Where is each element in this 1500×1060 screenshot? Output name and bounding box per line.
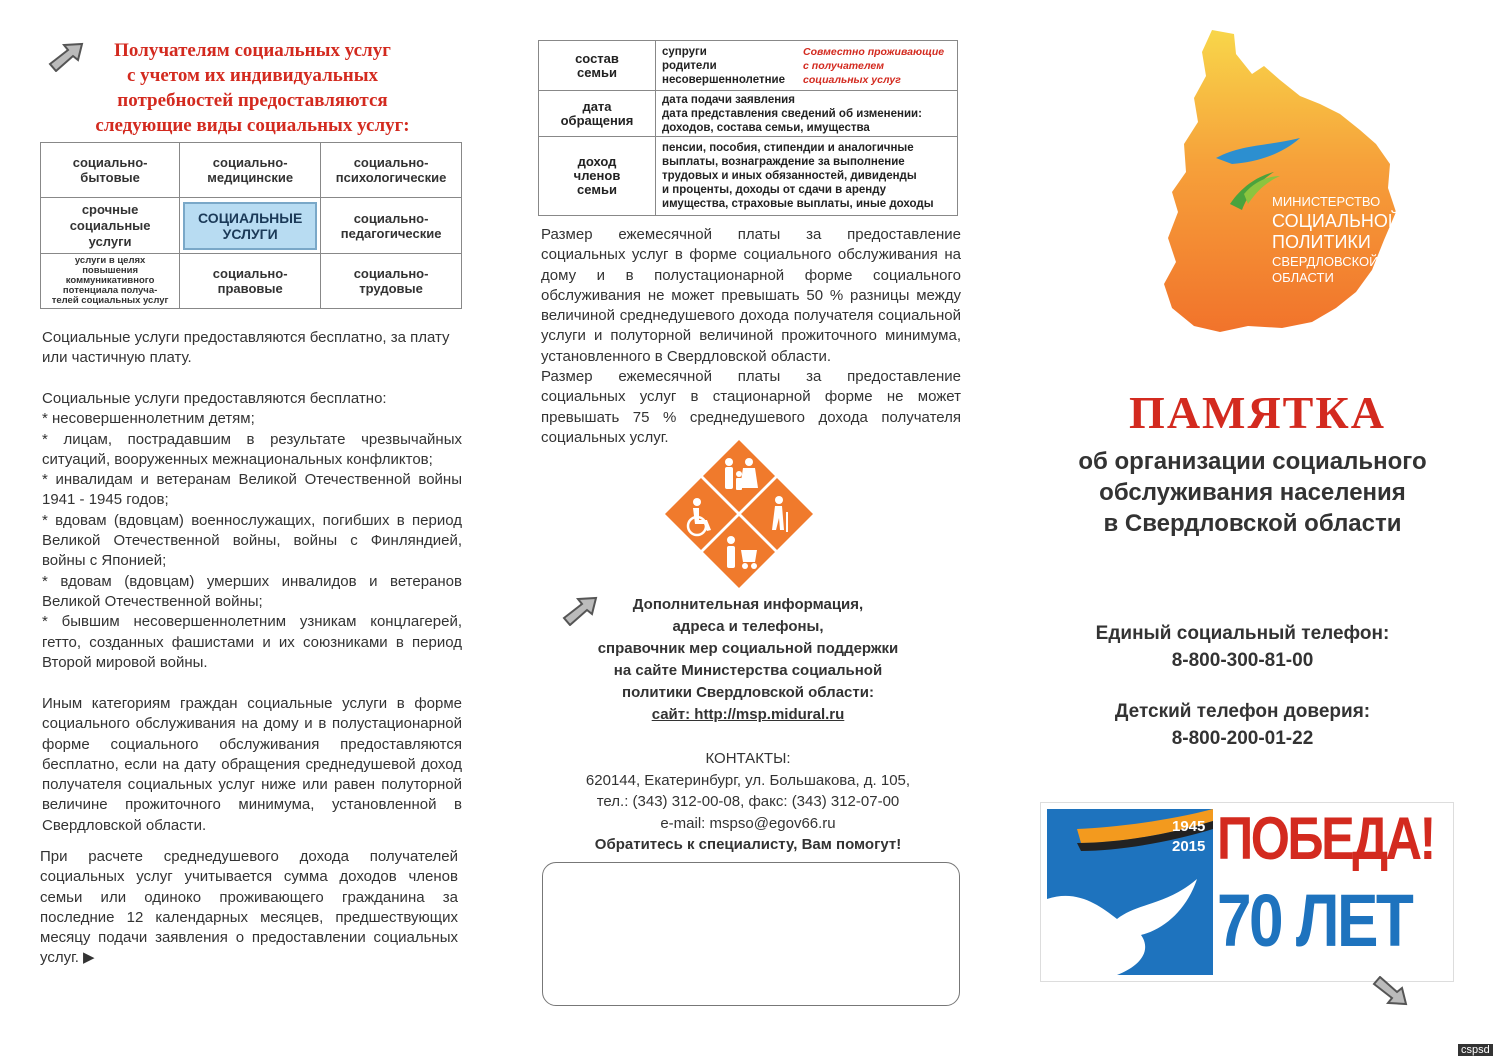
social-groups-diamond-icon	[663, 438, 815, 590]
ministry-line-5: ОБЛАСТИ	[1272, 270, 1334, 285]
paragraph-other-categories: Иным категориям граждан социальные услуги в форме социального обслуживания на дому и в полустационарной форме социального обслуживания предоставляются бесплатно, если на дату обращения среднедушевой доход получателя социальных услуг ниже или равен полуторной величине прожиточного минимума, установленной в Свердловской области.	[42, 695, 462, 834]
child-phone-block	[1040, 698, 1445, 752]
contacts-email[interactable]: e-mail: mspso@egov66.ru	[660, 814, 836, 832]
table-row-value: супруги родители несовершеннолетние	[656, 41, 800, 91]
table-row-value: пенсии, пособия, стипендии и аналогичные выплаты, вознаграждение за выполнение трудовых и иных обязанностей, дивиденды и проценты, доходы от сдачи в аренду имущества, страховые выплаты, иные доходы	[656, 137, 958, 216]
contacts-title: КОНТАКТЫ:	[705, 750, 791, 767]
child-phone-number[interactable]: 8-800-200-01-22	[1171, 728, 1314, 749]
paragraph-income-calc: При расчете среднедушевого дохода получателей социальных услуг учитывается сумма доходов членов семьи или одиноко проживающего гражданина за последние 12 календарных месяцев, предшествующих месяцу подачи заявления о предоставлении социальных услуг. ▶	[40, 848, 458, 967]
social-phone-number[interactable]: 8-800-300-81-00	[1171, 650, 1314, 671]
ministry-line-4: СВЕРДЛОВСКОЙ	[1272, 254, 1379, 269]
arrow-icon	[1370, 976, 1410, 1006]
additional-info: Дополнительная информация, адреса и телефоны, справочник мер социальной поддержки на сайте Министерства социальной политики Свердловской области: сайт: http://msp.midural.ru	[540, 594, 956, 726]
service-cell: социально- бытовые	[41, 143, 180, 198]
services-heading: Получателям социальных услуг с учетом их индивидуальных потребностей предоставляются следующие виды социальных услуг:	[95, 40, 410, 136]
income-table	[538, 40, 958, 216]
sverdlovsk-region-logo	[1150, 26, 1405, 338]
table-row-note: Совместно проживающие с получателем социальных услуг	[799, 41, 957, 91]
contacts-block	[540, 748, 956, 856]
social-phone-label: Единый социальный телефон:	[1095, 623, 1390, 644]
free-services-list: Социальные услуги предоставляются бесплатно: * несовершеннолетним детям; * лицам, пострадавшим в результате чрезвычайных ситуаций, вооруженных межнациональных конфликтов; * инвалидам и ветеранам Великой Отечественной войны 1941 - 1945 годов; * вдовам (вдовцам) военнослужащих, погибших в период Великой Отечественной войны, войны с Финляндией, войны с Японией; * вдовам (вдовцам) умерших инвалидов и ветеранов Великой Отечественной войны; * бывшим несовершеннолетним узникам концлагерей, гетто, созданных фашистами и их союзниками в период Второй мировой войны.	[42, 390, 462, 671]
service-cell: услуги в целях повышения коммуникативного потенциала получа- телей социальных услуг	[41, 254, 180, 309]
contacts-address: 620144, Екатеринбург, ул. Большакова, д. 105,	[585, 771, 911, 789]
contacts-phones: тел.: (343) 312-00-08, факс: (343) 312-07-00	[596, 793, 900, 810]
middle-panel	[500, 0, 1000, 1060]
ministry-line-1: МИНИСТЕРСТВО	[1272, 194, 1381, 209]
service-cell: социально- трудовые	[321, 254, 462, 309]
page-title: ПАМЯТКА	[1129, 387, 1386, 438]
call-to-action: Обратитесь к специалисту, Вам помогут!	[594, 836, 902, 853]
child-phone-label: Детский телефон доверия:	[1114, 701, 1371, 722]
table-row-label: дата обращения	[539, 91, 656, 137]
table-row-value: дата подачи заявления дата представления сведений об изменении: доходов, состава семьи, имущества	[656, 91, 958, 137]
blank-stamp-box	[542, 862, 960, 1006]
paragraph-fee-home: Размер ежемесячной платы за предоставление социальных услуг в форме социального обслуживания на дому и в полустационарной форме социального обслуживания не может превышать 50 % разницы между величиной среднедушевого дохода получателя социальной услуги и полуторной величиной прожиточного минимума, установленного в Свердловской области.	[541, 226, 961, 365]
paragraph-free-or-paid: Социальные услуги предоставляются бесплатно, за плату или частичную плату.	[42, 329, 450, 367]
service-cell: срочные социальные услуги	[41, 198, 180, 254]
page-subtitle: об организации социального обслуживания населения в Свердловской области	[1078, 448, 1427, 537]
right-panel	[1000, 0, 1500, 1060]
victory-text: ПОБЕДА! 70 ЛЕТ	[1217, 805, 1434, 962]
service-cell: социально- педагогические	[321, 198, 462, 254]
social-phone-block	[1040, 620, 1445, 674]
victory-year-end: 2015	[1172, 838, 1206, 855]
dove-emblem	[1047, 809, 1213, 975]
service-cell: социально- медицинские	[180, 143, 321, 198]
victory-year-start: 1945	[1172, 818, 1206, 835]
left-panel	[0, 0, 500, 1060]
ministry-line-2: СОЦИАЛЬНОЙ	[1272, 211, 1401, 231]
service-cell-central: СОЦИАЛЬНЫЕ УСЛУГИ	[180, 198, 321, 254]
service-cell: социально- правовые	[180, 254, 321, 309]
table-row-label: состав семьи	[539, 41, 656, 91]
services-grid	[40, 142, 462, 309]
ministry-website-link[interactable]: сайт: http://msp.midural.ru	[651, 706, 845, 723]
ministry-line-3: ПОЛИТИКИ	[1272, 232, 1371, 252]
table-row-label: доход членов семьи	[539, 137, 656, 216]
paragraph-fee-stationary: Размер ежемесячной платы за предоставление социальных услуг в стационарной форме не может превышать 75 % среднедушевого дохода получателя социальных услуг.	[541, 368, 961, 446]
victory-banner	[1040, 802, 1454, 982]
service-cell: социально- психологические	[321, 143, 462, 198]
watermark: cspsd	[1458, 1044, 1493, 1056]
